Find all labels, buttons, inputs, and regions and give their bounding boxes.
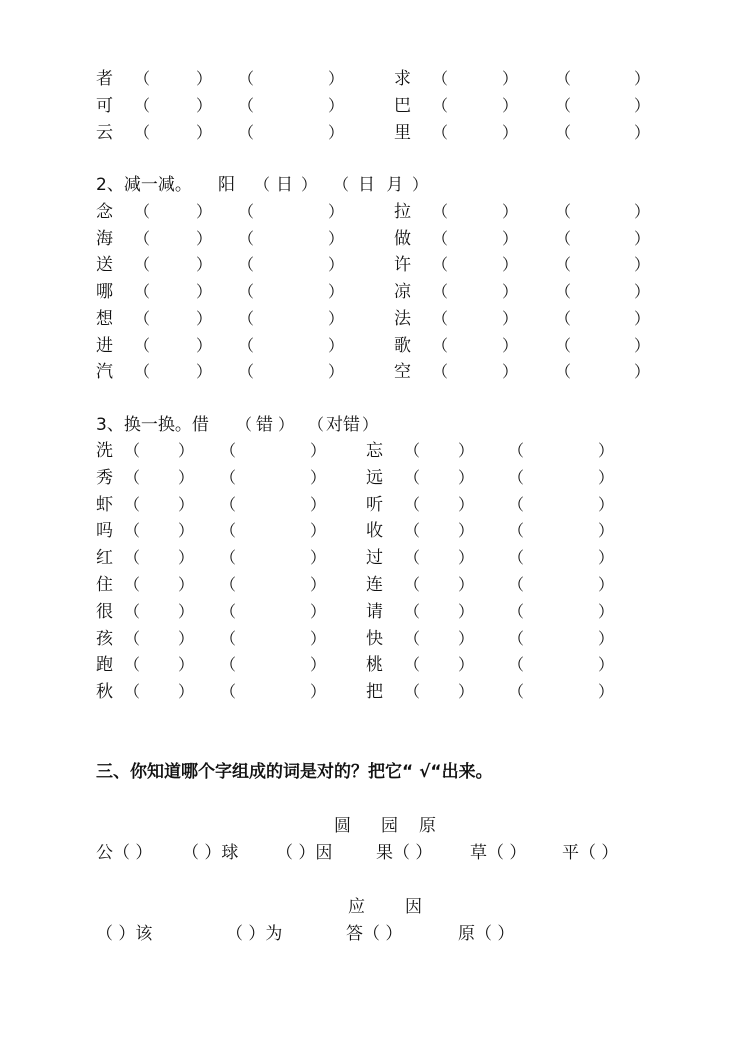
paren-open[interactable]: （ [555, 202, 572, 221]
paren-close[interactable]: ） [328, 255, 345, 275]
paren-open[interactable]: （ [432, 282, 449, 302]
paren-close[interactable]: ） [328, 282, 345, 302]
paren-close[interactable]: ） [178, 601, 195, 621]
paren-open[interactable]: （ [124, 494, 141, 514]
left-char: 洗 [96, 441, 113, 461]
paren-open[interactable]: （ [432, 69, 449, 88]
paren-close[interactable]: ） [634, 255, 651, 275]
paren-open[interactable]: （ [432, 228, 449, 248]
paren-open[interactable]: （ [124, 628, 141, 648]
paren-close[interactable]: ） [634, 96, 651, 115]
paren-open[interactable]: （ [432, 255, 449, 275]
paren-open[interactable]: （ [220, 628, 237, 648]
section-2-heading: 2、减一减。 阳 （ 日 ） （ 日 月 ） [96, 175, 429, 195]
paren-close[interactable]: ） [502, 228, 519, 248]
paren-close[interactable]: ） [310, 575, 327, 594]
paren-close[interactable]: ） [634, 362, 651, 382]
paren-open[interactable]: （ [238, 335, 255, 355]
paren-close[interactable]: ） [196, 362, 213, 382]
paren-close[interactable]: ） [310, 521, 327, 541]
right-char: 巴 [394, 96, 411, 116]
practice-row [0, 360, 752, 384]
paren-open[interactable]: （ [238, 69, 255, 88]
right-char: 连 [366, 575, 383, 595]
option-char: 原 [419, 816, 436, 836]
right-char: 许 [394, 255, 411, 276]
right-char: 做 [394, 228, 411, 249]
paren-open[interactable]: （ [508, 601, 525, 621]
left-char: 虾 [96, 494, 113, 515]
paren-close[interactable]: ） [178, 575, 195, 594]
paren-close[interactable]: ） [598, 521, 615, 541]
paren-close[interactable]: ） [502, 123, 519, 142]
paren-open[interactable]: （ [508, 682, 525, 702]
paren-open[interactable]: （ [124, 655, 141, 675]
left-char: 秋 [96, 682, 113, 703]
section-3-title: 3、换一换。借 [96, 415, 209, 435]
paren-close[interactable]: ） [598, 655, 615, 675]
paren-close[interactable]: ） [178, 494, 195, 514]
paren-open[interactable]: （ [238, 202, 255, 221]
word-blank[interactable]: 答（ ） [346, 924, 403, 944]
paren-open[interactable]: （ [432, 362, 449, 382]
paren-open[interactable]: （ [238, 255, 255, 275]
paren-close[interactable]: ） [178, 521, 195, 541]
left-char: 很 [96, 601, 113, 622]
paren-close[interactable]: ） [328, 228, 345, 248]
option-char: 圆 [334, 816, 351, 836]
paren-open[interactable]: （ [555, 69, 572, 88]
paren-open[interactable]: （ [238, 308, 255, 328]
word-blank[interactable]: （ ）为 [226, 924, 283, 944]
right-char: 求 [394, 69, 411, 89]
word-blank[interactable]: （ ）球 [182, 843, 239, 863]
paren-close[interactable]: ） [458, 494, 475, 514]
paren-open[interactable]: （ [238, 96, 255, 115]
paren-close[interactable]: ） [598, 467, 615, 487]
practice-row [0, 519, 752, 543]
paren-close[interactable]: ） [458, 601, 475, 621]
section-2-title: 2、减一减。 [96, 175, 192, 195]
paren-close[interactable]: ） [634, 123, 651, 142]
paren-open[interactable]: （ [404, 628, 421, 648]
paren-open[interactable]: （ [404, 467, 421, 487]
right-char: 歌 [394, 335, 411, 356]
paren-open[interactable]: （ [404, 441, 421, 460]
example-words: 对错 [326, 415, 360, 435]
paren-open[interactable]: （ [220, 601, 237, 621]
example-words: 日 月 [358, 175, 404, 195]
right-char: 里 [394, 123, 411, 143]
paren-close[interactable]: ） [310, 682, 327, 702]
right-char: 拉 [394, 202, 411, 222]
paren-open[interactable]: （ [404, 682, 421, 702]
right-char: 听 [366, 494, 383, 515]
paren-open[interactable]: （ [124, 441, 141, 460]
paren-close[interactable]: ） [634, 335, 651, 355]
paren-close[interactable]: ） [458, 441, 475, 460]
paren-open[interactable]: （ [555, 362, 572, 382]
left-char: 进 [96, 335, 113, 356]
paren-close[interactable]: ） [196, 282, 213, 302]
practice-row [0, 439, 752, 463]
practice-row [0, 253, 752, 277]
practice-row [0, 627, 752, 651]
paren-open[interactable]: （ [134, 362, 151, 382]
paren-close[interactable]: ） [196, 255, 213, 275]
paren-open[interactable]: （ [404, 521, 421, 541]
paren-open[interactable]: （ [508, 521, 525, 541]
paren-open[interactable]: （ [124, 601, 141, 621]
paren-close[interactable]: ） [598, 441, 615, 460]
paren-open[interactable]: （ [238, 282, 255, 302]
paren-open[interactable]: （ [404, 494, 421, 514]
paren-close[interactable]: ） [310, 467, 327, 487]
left-char: 念 [96, 202, 113, 222]
practice-row [0, 493, 752, 517]
left-char: 想 [96, 308, 113, 329]
left-char: 海 [96, 228, 113, 249]
paren-open[interactable]: （ [432, 335, 449, 355]
paren-open[interactable]: （ [508, 494, 525, 514]
paren-close[interactable]: ） [196, 335, 213, 355]
paren-close[interactable]: ） [502, 255, 519, 275]
paren-open[interactable]: （ [220, 521, 237, 541]
paren-open[interactable]: （ [220, 655, 237, 675]
paren-close[interactable]: ） [502, 202, 519, 221]
paren-close[interactable]: ） [328, 123, 345, 142]
paren-open[interactable]: （ [555, 123, 572, 142]
paren-open[interactable]: （ [134, 123, 151, 142]
left-char: 住 [96, 575, 113, 595]
practice-row [0, 227, 752, 251]
practice-row [0, 573, 752, 597]
right-char: 过 [366, 548, 383, 569]
left-char: 者 [96, 69, 113, 89]
paren-open[interactable]: （ [220, 494, 237, 514]
paren-open[interactable]: （ [220, 441, 237, 460]
word-blank[interactable]: （ ）因 [276, 843, 333, 863]
left-char: 送 [96, 255, 113, 276]
left-char: 孩 [96, 628, 113, 649]
paren-open[interactable]: （ [220, 682, 237, 702]
option-char: 因 [405, 897, 422, 917]
section-3-heading: 3、换一换。借 （ 错 ） （ 对错 ） [96, 415, 379, 435]
paren-close[interactable]: ） [458, 628, 475, 648]
practice-row [0, 67, 752, 91]
paren-close[interactable]: ） [598, 601, 615, 621]
paren-close[interactable]: ） [502, 69, 519, 88]
practice-row [0, 680, 752, 704]
paren-open[interactable]: （ [508, 467, 525, 487]
right-char: 请 [366, 601, 383, 622]
paren-close[interactable]: ） [178, 682, 195, 702]
option-char: 园 [381, 816, 398, 836]
paren-open[interactable]: （ [508, 548, 525, 568]
paren-open[interactable]: （ [124, 682, 141, 702]
option-char: 应 [348, 897, 365, 917]
practice-row [0, 334, 752, 358]
paren-close[interactable]: ） [310, 655, 327, 675]
paren-open[interactable]: （ [404, 655, 421, 675]
paren-close[interactable]: ） [598, 494, 615, 514]
left-char: 秀 [96, 467, 113, 488]
paren-close[interactable]: ） [634, 69, 651, 88]
word-blank[interactable]: 果（ ） [376, 843, 433, 863]
right-char: 凉 [394, 282, 411, 303]
example-new: 错 [256, 415, 273, 435]
paren-close[interactable]: ） [310, 628, 327, 648]
right-char: 把 [366, 682, 383, 703]
paren-open[interactable]: （ [124, 548, 141, 568]
paren-close[interactable]: ） [178, 628, 195, 648]
paren-close[interactable]: ） [458, 682, 475, 702]
paren-close[interactable]: ） [328, 202, 345, 221]
paren-open[interactable]: （ [432, 202, 449, 221]
word-blank[interactable]: 公（ ） [96, 843, 153, 863]
paren-close[interactable]: ） [310, 601, 327, 621]
right-char: 法 [394, 308, 411, 329]
paren-close[interactable]: ） [634, 228, 651, 248]
paren-close[interactable]: ） [502, 308, 519, 328]
paren-open[interactable]: （ [508, 628, 525, 648]
left-char: 可 [96, 96, 113, 116]
paren-open[interactable]: （ [134, 282, 151, 302]
paren-open[interactable]: （ [238, 123, 255, 142]
paren-close[interactable]: ） [178, 548, 195, 568]
right-char: 桃 [366, 655, 383, 676]
paren-open[interactable]: （ [404, 601, 421, 621]
paren-close[interactable]: ） [328, 96, 345, 115]
paren-close[interactable]: ） [502, 362, 519, 382]
practice-row [0, 94, 752, 118]
paren-close[interactable]: ） [598, 628, 615, 648]
paren-close[interactable]: ） [328, 362, 345, 382]
paren-open[interactable]: （ [124, 467, 141, 487]
practice-row [0, 121, 752, 145]
word-blank[interactable]: 平（ ） [562, 843, 619, 863]
paren-close[interactable]: ） [328, 308, 345, 328]
right-char: 远 [366, 467, 383, 488]
paren-close[interactable]: ） [458, 521, 475, 541]
paren-open[interactable]: （ [432, 308, 449, 328]
paren-open[interactable]: （ [555, 228, 572, 248]
paren-close[interactable]: ） [196, 69, 213, 88]
paren-open[interactable]: （ [238, 362, 255, 382]
paren-open[interactable]: （ [555, 255, 572, 275]
left-char: 吗 [96, 521, 113, 542]
paren-open[interactable]: （ [134, 69, 151, 88]
paren-close[interactable]: ） [178, 467, 195, 487]
paren-close[interactable]: ） [458, 548, 475, 568]
paren-close[interactable]: ） [178, 441, 195, 460]
paren-close[interactable]: ） [328, 69, 345, 88]
word-blank[interactable]: （ ）该 [96, 924, 153, 944]
paren-open[interactable]: （ [238, 228, 255, 248]
paren-open[interactable]: （ [134, 228, 151, 248]
right-char: 忘 [366, 441, 383, 461]
paren-close[interactable]: ） [634, 282, 651, 302]
paren-open[interactable]: （ [220, 548, 237, 568]
paren-close[interactable]: ） [178, 655, 195, 675]
paren-close[interactable]: ） [502, 335, 519, 355]
paren-open[interactable]: （ [508, 575, 525, 594]
word-blank[interactable]: 草（ ） [470, 843, 527, 863]
paren-close[interactable]: ） [196, 228, 213, 248]
practice-row [0, 546, 752, 570]
paren-close[interactable]: ） [458, 655, 475, 675]
paren-open[interactable]: （ [404, 548, 421, 568]
paren-close[interactable]: ） [634, 202, 651, 221]
right-char: 收 [366, 521, 383, 542]
practice-row [0, 600, 752, 624]
paren-close[interactable]: ） [598, 682, 615, 702]
left-char: 红 [96, 548, 113, 569]
paren-open[interactable]: （ [508, 655, 525, 675]
paren-open[interactable]: （ [134, 255, 151, 275]
paren-open[interactable]: （ [124, 575, 141, 594]
paren-open[interactable]: （ [555, 96, 572, 115]
paren-open[interactable]: （ [404, 575, 421, 594]
paren-close[interactable]: ） [458, 575, 475, 594]
part-3-heading: 三、你知道哪个字组成的词是对的？把它“ √“出来。 [96, 762, 493, 782]
paren-open[interactable]: （ [555, 308, 572, 328]
paren-close[interactable]: ） [458, 467, 475, 487]
paren-open[interactable]: （ [432, 123, 449, 142]
paren-open[interactable]: （ [124, 521, 141, 541]
paren-open[interactable]: （ [432, 96, 449, 115]
paren-open[interactable]: （ [134, 335, 151, 355]
practice-row [0, 307, 752, 331]
paren-close[interactable]: ） [328, 335, 345, 355]
example-char: 阳 [218, 175, 235, 195]
paren-close[interactable]: ） [502, 96, 519, 115]
paren-close[interactable]: ） [196, 202, 213, 221]
paren-close[interactable]: ） [598, 575, 615, 594]
right-char: 快 [366, 628, 383, 649]
paren-open[interactable]: （ [220, 467, 237, 487]
left-char: 云 [96, 123, 113, 143]
paren-open[interactable]: （ [134, 96, 151, 115]
paren-open[interactable]: （ [508, 441, 525, 460]
left-char: 汽 [96, 362, 113, 383]
paren-open[interactable]: （ [220, 575, 237, 594]
paren-close[interactable]: ） [196, 96, 213, 115]
paren-close[interactable]: ） [310, 548, 327, 568]
paren-close[interactable]: ） [502, 282, 519, 302]
paren-close[interactable]: ） [634, 308, 651, 328]
paren-close[interactable]: ） [196, 123, 213, 142]
paren-open[interactable]: （ [134, 308, 151, 328]
paren-close[interactable]: ） [310, 441, 327, 460]
practice-row [0, 653, 752, 677]
paren-open[interactable]: （ [555, 335, 572, 355]
paren-open[interactable]: （ [555, 282, 572, 302]
paren-open[interactable]: （ [134, 202, 151, 221]
left-char: 哪 [96, 282, 113, 303]
practice-row [0, 466, 752, 490]
word-blank[interactable]: 原（ ） [458, 924, 515, 944]
example-removed: 日 [276, 175, 293, 195]
practice-row [0, 200, 752, 224]
left-char: 跑 [96, 655, 113, 676]
paren-close[interactable]: ） [310, 494, 327, 514]
paren-close[interactable]: ） [196, 308, 213, 328]
paren-close[interactable]: ） [598, 548, 615, 568]
practice-row [0, 280, 752, 304]
right-char: 空 [394, 362, 411, 383]
